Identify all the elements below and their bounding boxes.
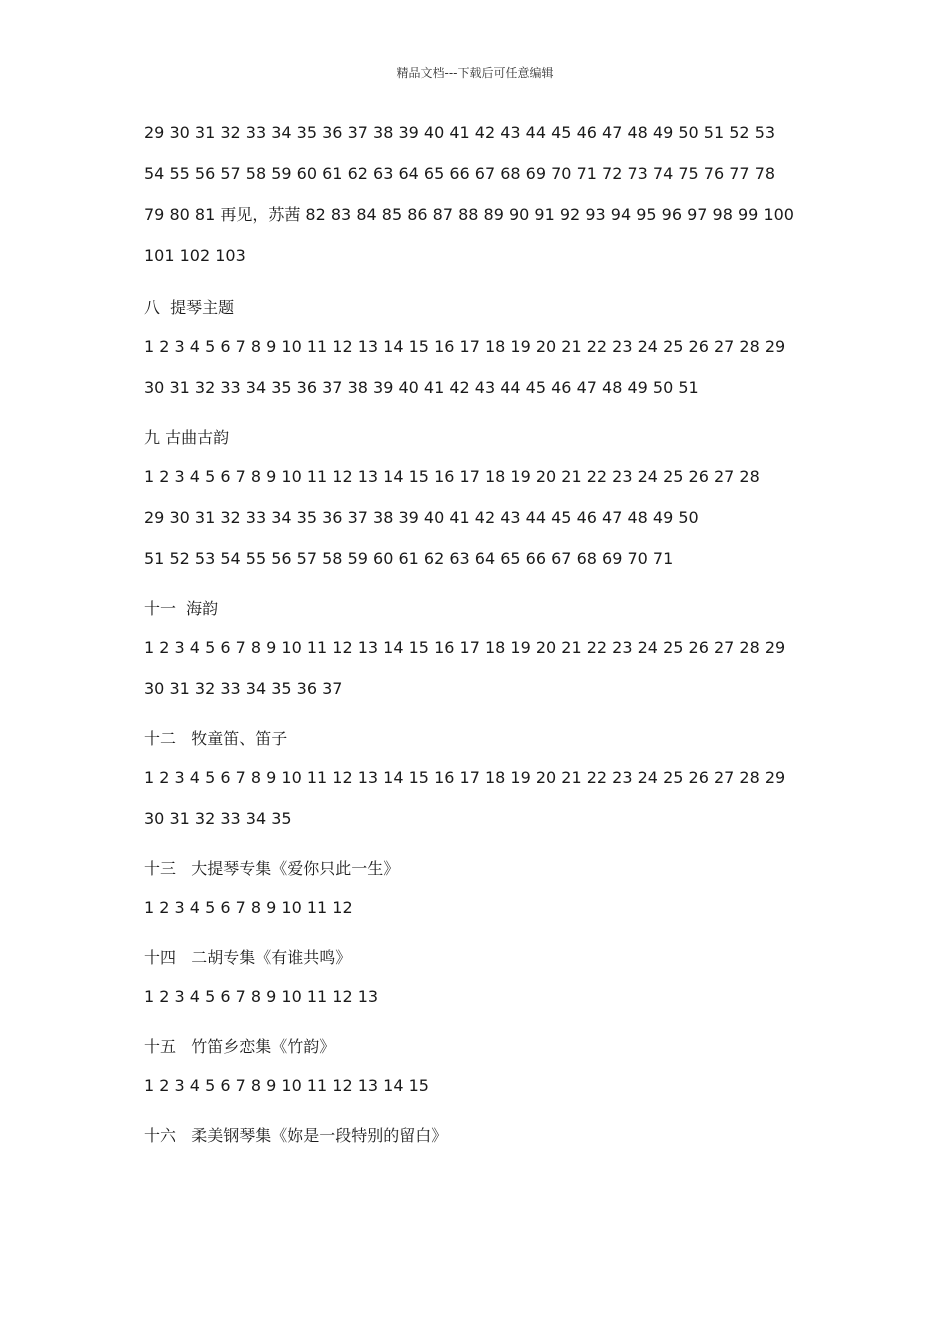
page-header: 精品文档---下载后可任意编辑 xyxy=(396,66,554,80)
track-number-line: 30 31 32 33 34 35 36 37 38 39 40 41 42 43 44 45 46 47 48 49 50 51 xyxy=(144,378,699,397)
section-cello-album xyxy=(144,859,824,928)
document-body xyxy=(144,112,824,1154)
track-number-line: 1 2 3 4 5 6 7 8 9 10 11 12 13 14 15 16 17 18 19 20 21 22 23 24 25 26 27 28 29 xyxy=(144,337,786,356)
section-heading: 十三 大提琴专集《爱你只此一生》 xyxy=(144,859,400,878)
track-number-line: 29 30 31 32 33 34 35 36 37 38 39 40 41 42 43 44 45 46 47 48 49 50 51 52 53 xyxy=(144,123,776,142)
section-heading: 十一 海韵 xyxy=(144,599,219,618)
section-heading: 八 提琴主题 xyxy=(144,298,235,317)
track-number-line: 29 30 31 32 33 34 35 36 37 38 39 40 41 42 43 44 45 46 47 48 49 50 xyxy=(144,508,699,527)
section-shepherd-flute xyxy=(144,729,824,839)
track-number-line: 1 2 3 4 5 6 7 8 9 10 11 12 13 14 15 16 17 18 19 20 21 22 23 24 25 26 27 28 29 xyxy=(144,768,786,787)
track-number-line: 1 2 3 4 5 6 7 8 9 10 11 12 xyxy=(144,898,353,917)
track-number-line: 1 2 3 4 5 6 7 8 9 10 11 12 13 14 15 16 17 18 19 20 21 22 23 24 25 26 27 28 29 xyxy=(144,638,786,657)
section-bamboo-flute-album xyxy=(144,1037,824,1106)
section-heading: 十六 柔美钢琴集《妳是一段特别的留白》 xyxy=(144,1126,448,1145)
section-heading: 十二 牧童笛、笛子 xyxy=(144,729,288,748)
track-number-line: 54 55 56 57 58 59 60 61 62 63 64 65 66 67 68 69 70 71 72 73 74 75 76 77 78 xyxy=(144,164,776,183)
section-sea-rhyme xyxy=(144,599,824,709)
track-number-line: 101 102 103 xyxy=(144,246,246,265)
track-number-line: 30 31 32 33 34 35 xyxy=(144,809,292,828)
section-ancient-melodies xyxy=(144,428,824,579)
track-number-line: 1 2 3 4 5 6 7 8 9 10 11 12 13 14 15 xyxy=(144,1076,429,1095)
track-number-line: 1 2 3 4 5 6 7 8 9 10 11 12 13 xyxy=(144,987,379,1006)
section-heading: 九 古曲古韵 xyxy=(144,428,230,447)
track-number-line: 30 31 32 33 34 35 36 37 xyxy=(144,679,343,698)
section-heading: 十四 二胡专集《有谁共鸣》 xyxy=(144,948,352,967)
section-violin-theme xyxy=(144,298,824,408)
track-list-continued xyxy=(144,112,824,276)
track-number-line: 51 52 53 54 55 56 57 58 59 60 61 62 63 64 65 66 67 68 69 70 71 xyxy=(144,549,674,568)
section-heading: 十五 竹笛乡恋集《竹韵》 xyxy=(144,1037,336,1056)
track-number-line: 1 2 3 4 5 6 7 8 9 10 11 12 13 14 15 16 17 18 19 20 21 22 23 24 25 26 27 28 xyxy=(144,467,760,486)
section-erhu-album xyxy=(144,948,824,1017)
track-number-line: 79 80 81 再见，苏茜 82 83 84 85 86 87 88 89 90 91 92 93 94 95 96 97 98 99 100 xyxy=(144,205,794,224)
section-piano-album xyxy=(144,1126,824,1146)
